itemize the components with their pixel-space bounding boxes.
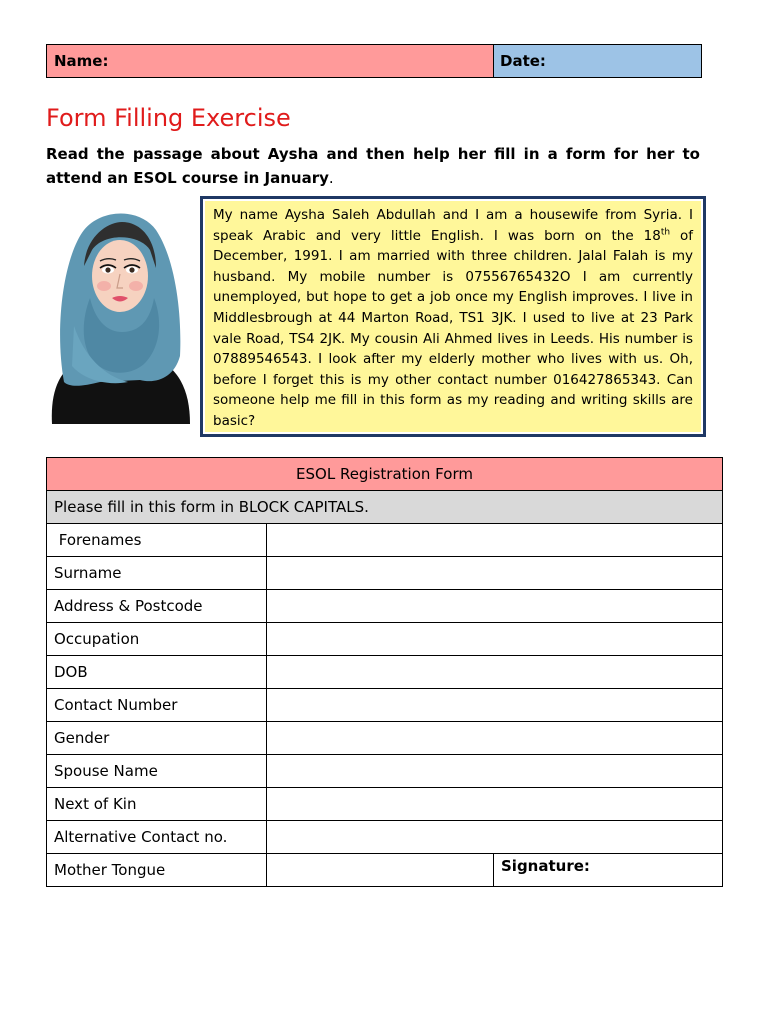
spouse-name-input[interactable] (267, 755, 723, 788)
form-instruction-row (47, 491, 723, 524)
address-input[interactable] (267, 590, 723, 623)
woman-hijab-illustration (44, 206, 194, 424)
passage-part-2: of December, 1991. I am married with three children. Jalal Falah is my husband. My mobile number is 07556765432O I am currently unemployed, but hope to get a job once my English improves. I live in Middlesbrough at 44 Marton Road, TS1 3JK. I used to live at 23 Park vale Road, TS4 2JK. My cousin Ali Ahmed lives in Leeds. His number is 07889546543. I look after my elderly mother who lives with us. Oh, before I forget this is my other contact number 016427865343. Can someone help me fill in this form as my reading and writing skills are basic? (213, 227, 694, 429)
form-title-row (47, 458, 723, 491)
form-row (47, 623, 723, 656)
instructions-text: Read the passage about Aysha and then help her fill in a form for her to attend an ESOL course in January (46, 145, 700, 187)
form-row (47, 788, 723, 821)
form-instruction: Please fill in this form in BLOCK CAPITALS. (47, 491, 723, 524)
alternative-contact-input[interactable] (267, 821, 723, 854)
occupation-input[interactable] (267, 623, 723, 656)
field-label: Mother Tongue (47, 854, 267, 887)
header-bar (46, 44, 702, 78)
dob-input[interactable] (267, 656, 723, 689)
field-label: Address & Postcode (47, 590, 267, 623)
form-row (47, 755, 723, 788)
registration-form (46, 457, 723, 887)
form-title: ESOL Registration Form (47, 458, 723, 491)
form-row (47, 854, 723, 887)
form-row (47, 656, 723, 689)
signature-label: Signature: (501, 857, 590, 875)
field-label: Contact Number (47, 689, 267, 722)
field-label: Gender (47, 722, 267, 755)
field-label: DOB (47, 656, 267, 689)
passage-box (200, 196, 706, 437)
form-row (47, 722, 723, 755)
form-row (47, 590, 723, 623)
name-field[interactable] (47, 45, 494, 77)
contact-number-input[interactable] (267, 689, 723, 722)
field-label: Forenames (47, 524, 267, 557)
form-row (47, 821, 723, 854)
field-label: Spouse Name (47, 755, 267, 788)
field-label: Occupation (47, 623, 267, 656)
name-label: Name: (54, 52, 109, 70)
field-label: Surname (47, 557, 267, 590)
gender-input[interactable] (267, 722, 723, 755)
passage-part-1: My name Aysha Saleh Abdullah and I am a housewife from Syria. I speak Arabic and very little English. I was born on the 18 (213, 207, 693, 244)
passage-text (205, 201, 701, 432)
field-label: Alternative Contact no. (47, 821, 267, 854)
page-title: Form Filling Exercise (46, 104, 291, 132)
instructions (46, 142, 700, 190)
mother-tongue-input[interactable] (267, 854, 494, 887)
form-row (47, 524, 723, 557)
passage-superscript: th (660, 227, 671, 238)
form-row (47, 689, 723, 722)
forenames-input[interactable] (267, 524, 723, 557)
surname-input[interactable] (267, 557, 723, 590)
instructions-period: . (328, 169, 334, 187)
field-label: Next of Kin (47, 788, 267, 821)
date-field[interactable] (494, 45, 701, 77)
next-of-kin-input[interactable] (267, 788, 723, 821)
date-label: Date: (500, 52, 546, 70)
signature-field[interactable] (494, 854, 723, 887)
form-row (47, 557, 723, 590)
